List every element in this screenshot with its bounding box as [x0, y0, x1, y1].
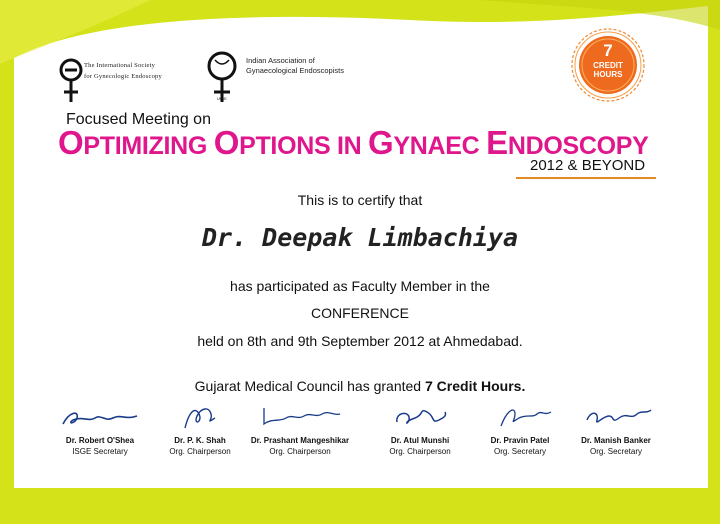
isge-logo	[58, 56, 198, 106]
credit-hours-badge	[570, 27, 646, 103]
signatory-name: Dr. Pravin Patel	[490, 436, 550, 445]
signatory-role: Org. Secretary	[493, 447, 546, 456]
badge-label-line2: HOURS	[593, 70, 623, 79]
isge-name-line2: for Gynecologic Endoscopy	[84, 73, 162, 80]
signatory-name: Dr. Atul Munshi	[390, 436, 450, 445]
signature-icon	[155, 402, 245, 430]
event-subtitle: 2012 & BEYOND	[530, 157, 646, 174]
signatory-name: Dr. P. K. Shah	[174, 436, 226, 445]
credit-hours-bold: 7 Credit Hours.	[425, 378, 526, 394]
credit-statement	[0, 378, 720, 394]
signatory-name: Dr. Robert O'Shea	[65, 436, 135, 445]
meeting-prefix: Focused Meeting on	[66, 111, 211, 128]
signatory-name: Dr. Prashant Mangeshikar	[250, 436, 350, 445]
event-type: CONFERENCE	[310, 305, 409, 321]
isge-name	[84, 60, 162, 82]
signatory-6	[556, 402, 676, 456]
badge-label	[570, 61, 646, 79]
signatory-name: Dr. Manish Banker	[581, 436, 651, 445]
signature-icon	[571, 402, 661, 430]
signature-icon	[375, 402, 465, 430]
badge-label-line1: CREDIT	[593, 61, 623, 70]
isge-name-line1: The International Society	[84, 62, 156, 69]
recipient-name: Dr. Deepak Limbachiya	[201, 223, 519, 252]
credit-text: Gujarat Medical Council has granted	[194, 378, 422, 394]
participation-text: has participated as Faculty Member in the	[230, 278, 490, 294]
signatory-role: Org. Secretary	[589, 447, 642, 456]
iage-name-line1: Indian Association of	[246, 56, 315, 65]
signature-icon	[475, 402, 565, 430]
certify-statement: This is to certify that	[297, 192, 423, 208]
iage-name	[246, 56, 344, 76]
badge-number: 7	[603, 41, 613, 60]
signatory-role: Org. Chairperson	[169, 447, 231, 456]
event-title: OPTIMIZING OPTIONS IN GYNAEC ENDOSCOPY	[58, 124, 649, 161]
iage-logo	[204, 48, 354, 104]
signatory-role: ISGE Secretary	[72, 447, 128, 456]
iage-emblem-icon	[204, 48, 244, 104]
signatory-role: Org. Chairperson	[269, 447, 331, 456]
signatory-role: Org. Chairperson	[389, 447, 451, 456]
event-dates: held on 8th and 9th September 2012 at Ahmedabad.	[197, 333, 523, 349]
iage-name-line2: Gynaecological Endoscopists	[246, 66, 344, 75]
isge-emblem-icon	[58, 56, 84, 106]
iage-emblem-text: IAGE	[217, 96, 227, 101]
subtitle-underline	[516, 177, 656, 179]
signature-icon	[250, 402, 350, 430]
signature-icon	[55, 402, 145, 430]
signatory-3	[240, 402, 360, 456]
